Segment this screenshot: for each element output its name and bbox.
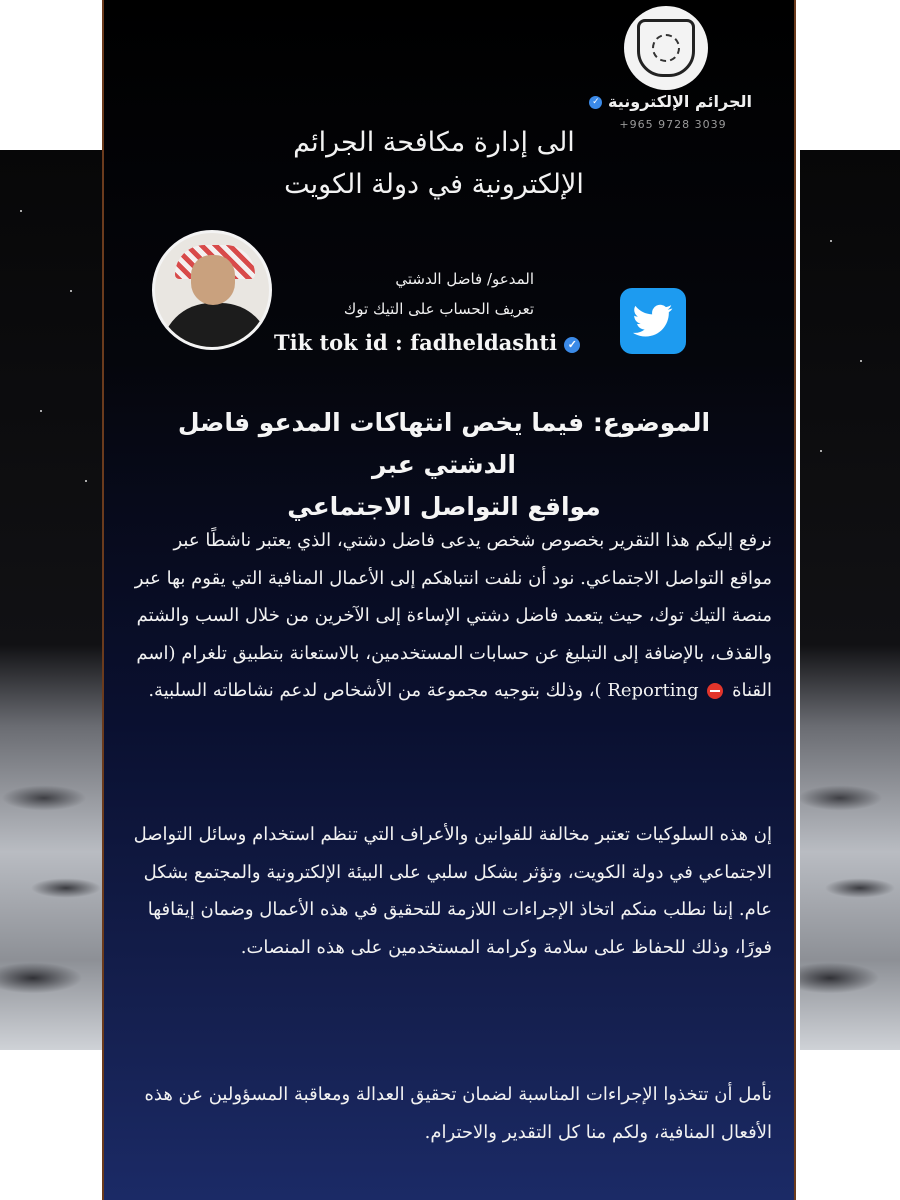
paragraph-3: نأمل أن تتخذوا الإجراءات المناسبة لضمان تحقيق العدالة ومعاقبة المسؤولين عن هذه الأفعال المنافية، ولكم منا كل التقدير والاحترام.	[144, 1084, 772, 1143]
subject-line-1: الموضوع: فيما يخص انتهاكات المدعو فاضل الدشتي عبر	[177, 408, 711, 479]
twitter-icon	[620, 288, 686, 354]
org-name	[574, 92, 752, 111]
org-phone: +965 9728 3039	[619, 118, 727, 131]
heading-line-2: الإلكترونية في دولة الكويت	[284, 169, 584, 200]
verified-badge-icon: ✓	[564, 337, 580, 353]
letter-heading	[224, 122, 644, 206]
subject-line-2: مواقع التواصل الاجتماعي	[287, 492, 601, 521]
avatar	[152, 230, 272, 350]
verified-badge-icon: ✓	[589, 96, 602, 109]
org-name-text: الجرائم الإلكترونية	[608, 92, 752, 111]
profile-account-label: تعريف الحساب على التيك توك	[343, 300, 534, 318]
moon-background-right	[800, 150, 900, 1050]
letter-panel	[102, 0, 796, 1200]
letter-subject	[134, 402, 754, 528]
paragraph-1	[132, 522, 772, 710]
paragraph-1-part-2: )، وذلك بتوجيه مجموعة من الأشخاص لدعم نشاطاته السلبية.	[148, 680, 602, 701]
profile-name: المدعو/ فاضل الدشتي	[395, 270, 534, 288]
shield-emblem-icon	[637, 19, 695, 77]
tiktok-id	[274, 330, 590, 355]
heading-line-1: الى إدارة مكافحة الجرائم	[293, 127, 575, 158]
paragraph-2: إن هذه السلوكيات تعتبر مخالفة للقوانين والأعراف التي تنظم استخدام وسائل التواصل الاجتماعي في دولة الكويت، وتؤثر بشكل سلبي على البيئة الإلكترونية والمجتمع بشكل عام. إننا نطلب منكم اتخاذ الإجراءات اللازمة للتحقيق في هذه الأعمال وضمان إيقافها فورًا، وذلك للحفاظ على سلامة وكرامة المستخدمين على هذه المنصات.	[133, 824, 772, 958]
moon-background-left	[0, 150, 110, 1050]
paragraph-1-part-1: نرفع إليكم هذا التقرير بخصوص شخص يدعى فاضل دشتي، الذي يعتبر ناشطًا عبر مواقع التواصل الاجتماعي. نود أن نلفت انتباهكم إلى الأعمال المنافية التي يقوم بها عبر منصة التيك توك، حيث يتعمد فاضل دشتي الإساءة إلى الآخرين من خلال السب والشتم والقذف، بالإضافة إلى التبليغ عن حسابات المستخدمين، بالاستعانة بتطبيق تلغرام (اسم القناة	[134, 530, 772, 701]
channel-name: Reporting	[607, 680, 699, 701]
tiktok-id-text: Tik tok id : fadheldashti	[274, 330, 558, 355]
cybercrime-logo	[624, 6, 708, 90]
no-entry-icon	[707, 683, 723, 699]
